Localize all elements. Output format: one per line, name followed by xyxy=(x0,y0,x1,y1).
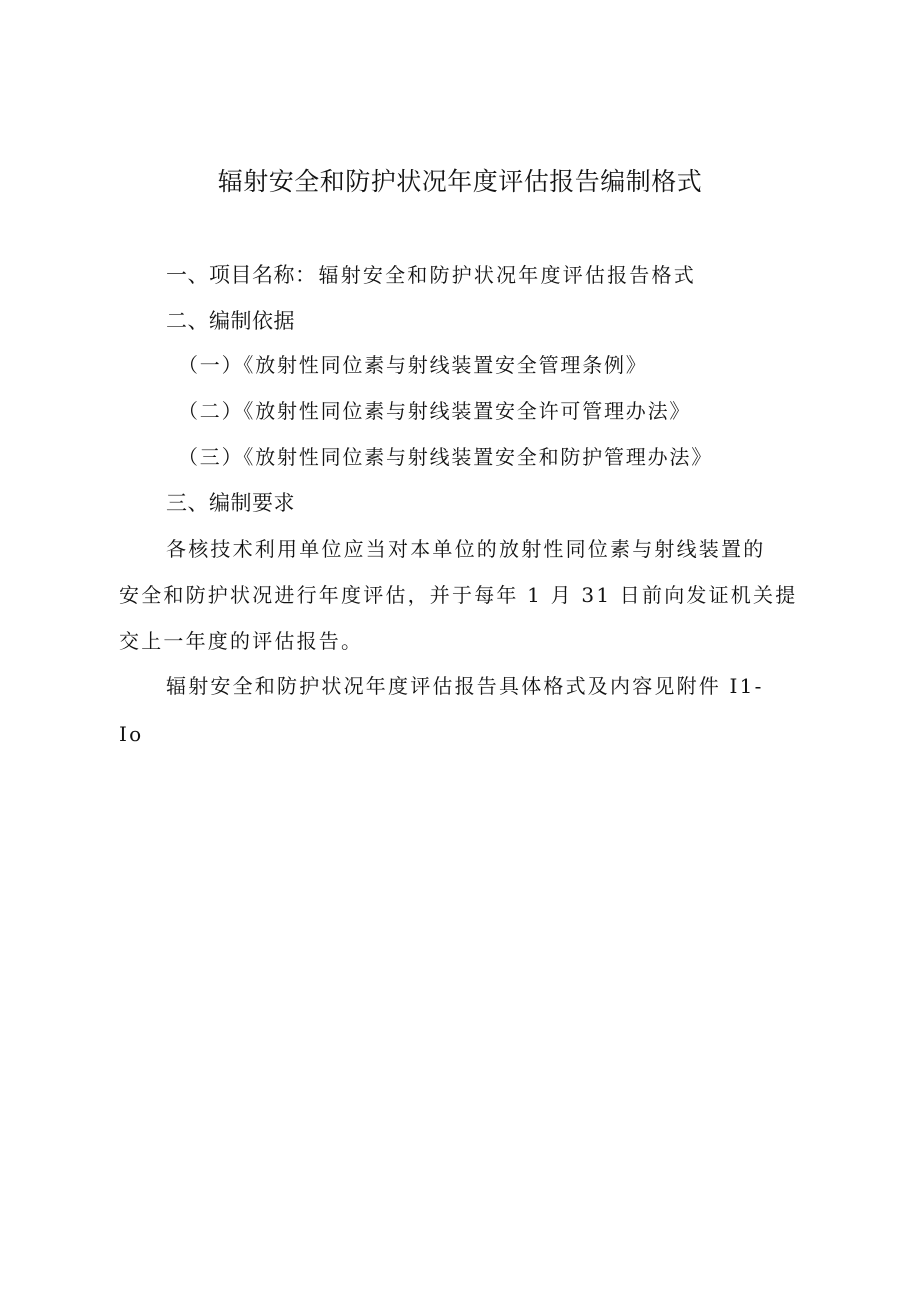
section-1-label: 一、项目名称： xyxy=(166,263,317,287)
document-title: 辐射安全和防护状况年度评估报告编制格式 xyxy=(217,167,703,196)
basis-item-1: （一）《放射性同位素与射线装置安全管理条例》 xyxy=(178,353,648,377)
section-project-name xyxy=(166,259,696,291)
project-name-value: 辐射安全和防护状况年度评估报告格式 xyxy=(318,263,696,287)
basis-item-2: （二）《放射性同位素与射线装置安全许可管理办法》 xyxy=(178,399,692,423)
requirements-paragraph-line-1: 各核技术利用单位应当对本单位的放射性同位素与射线装置的 xyxy=(166,537,766,561)
section-2-label: 二、编制依据 xyxy=(166,309,295,333)
format-paragraph-line-1: 辐射安全和防护状况年度评估报告具体格式及内容见附件 I1- xyxy=(166,674,764,698)
requirements-paragraph-line-2: 安全和防护状况进行年度评估，并于每年 1 月 31 日前向发证机关提 xyxy=(119,583,798,607)
requirements-paragraph-line-3: 交上一年度的评估报告。 xyxy=(119,629,364,653)
format-paragraph-line-2: Io xyxy=(119,722,144,746)
basis-item-3: （三）《放射性同位素与射线装置安全和防护管理办法》 xyxy=(178,445,713,469)
section-3-label: 三、编制要求 xyxy=(166,491,295,515)
